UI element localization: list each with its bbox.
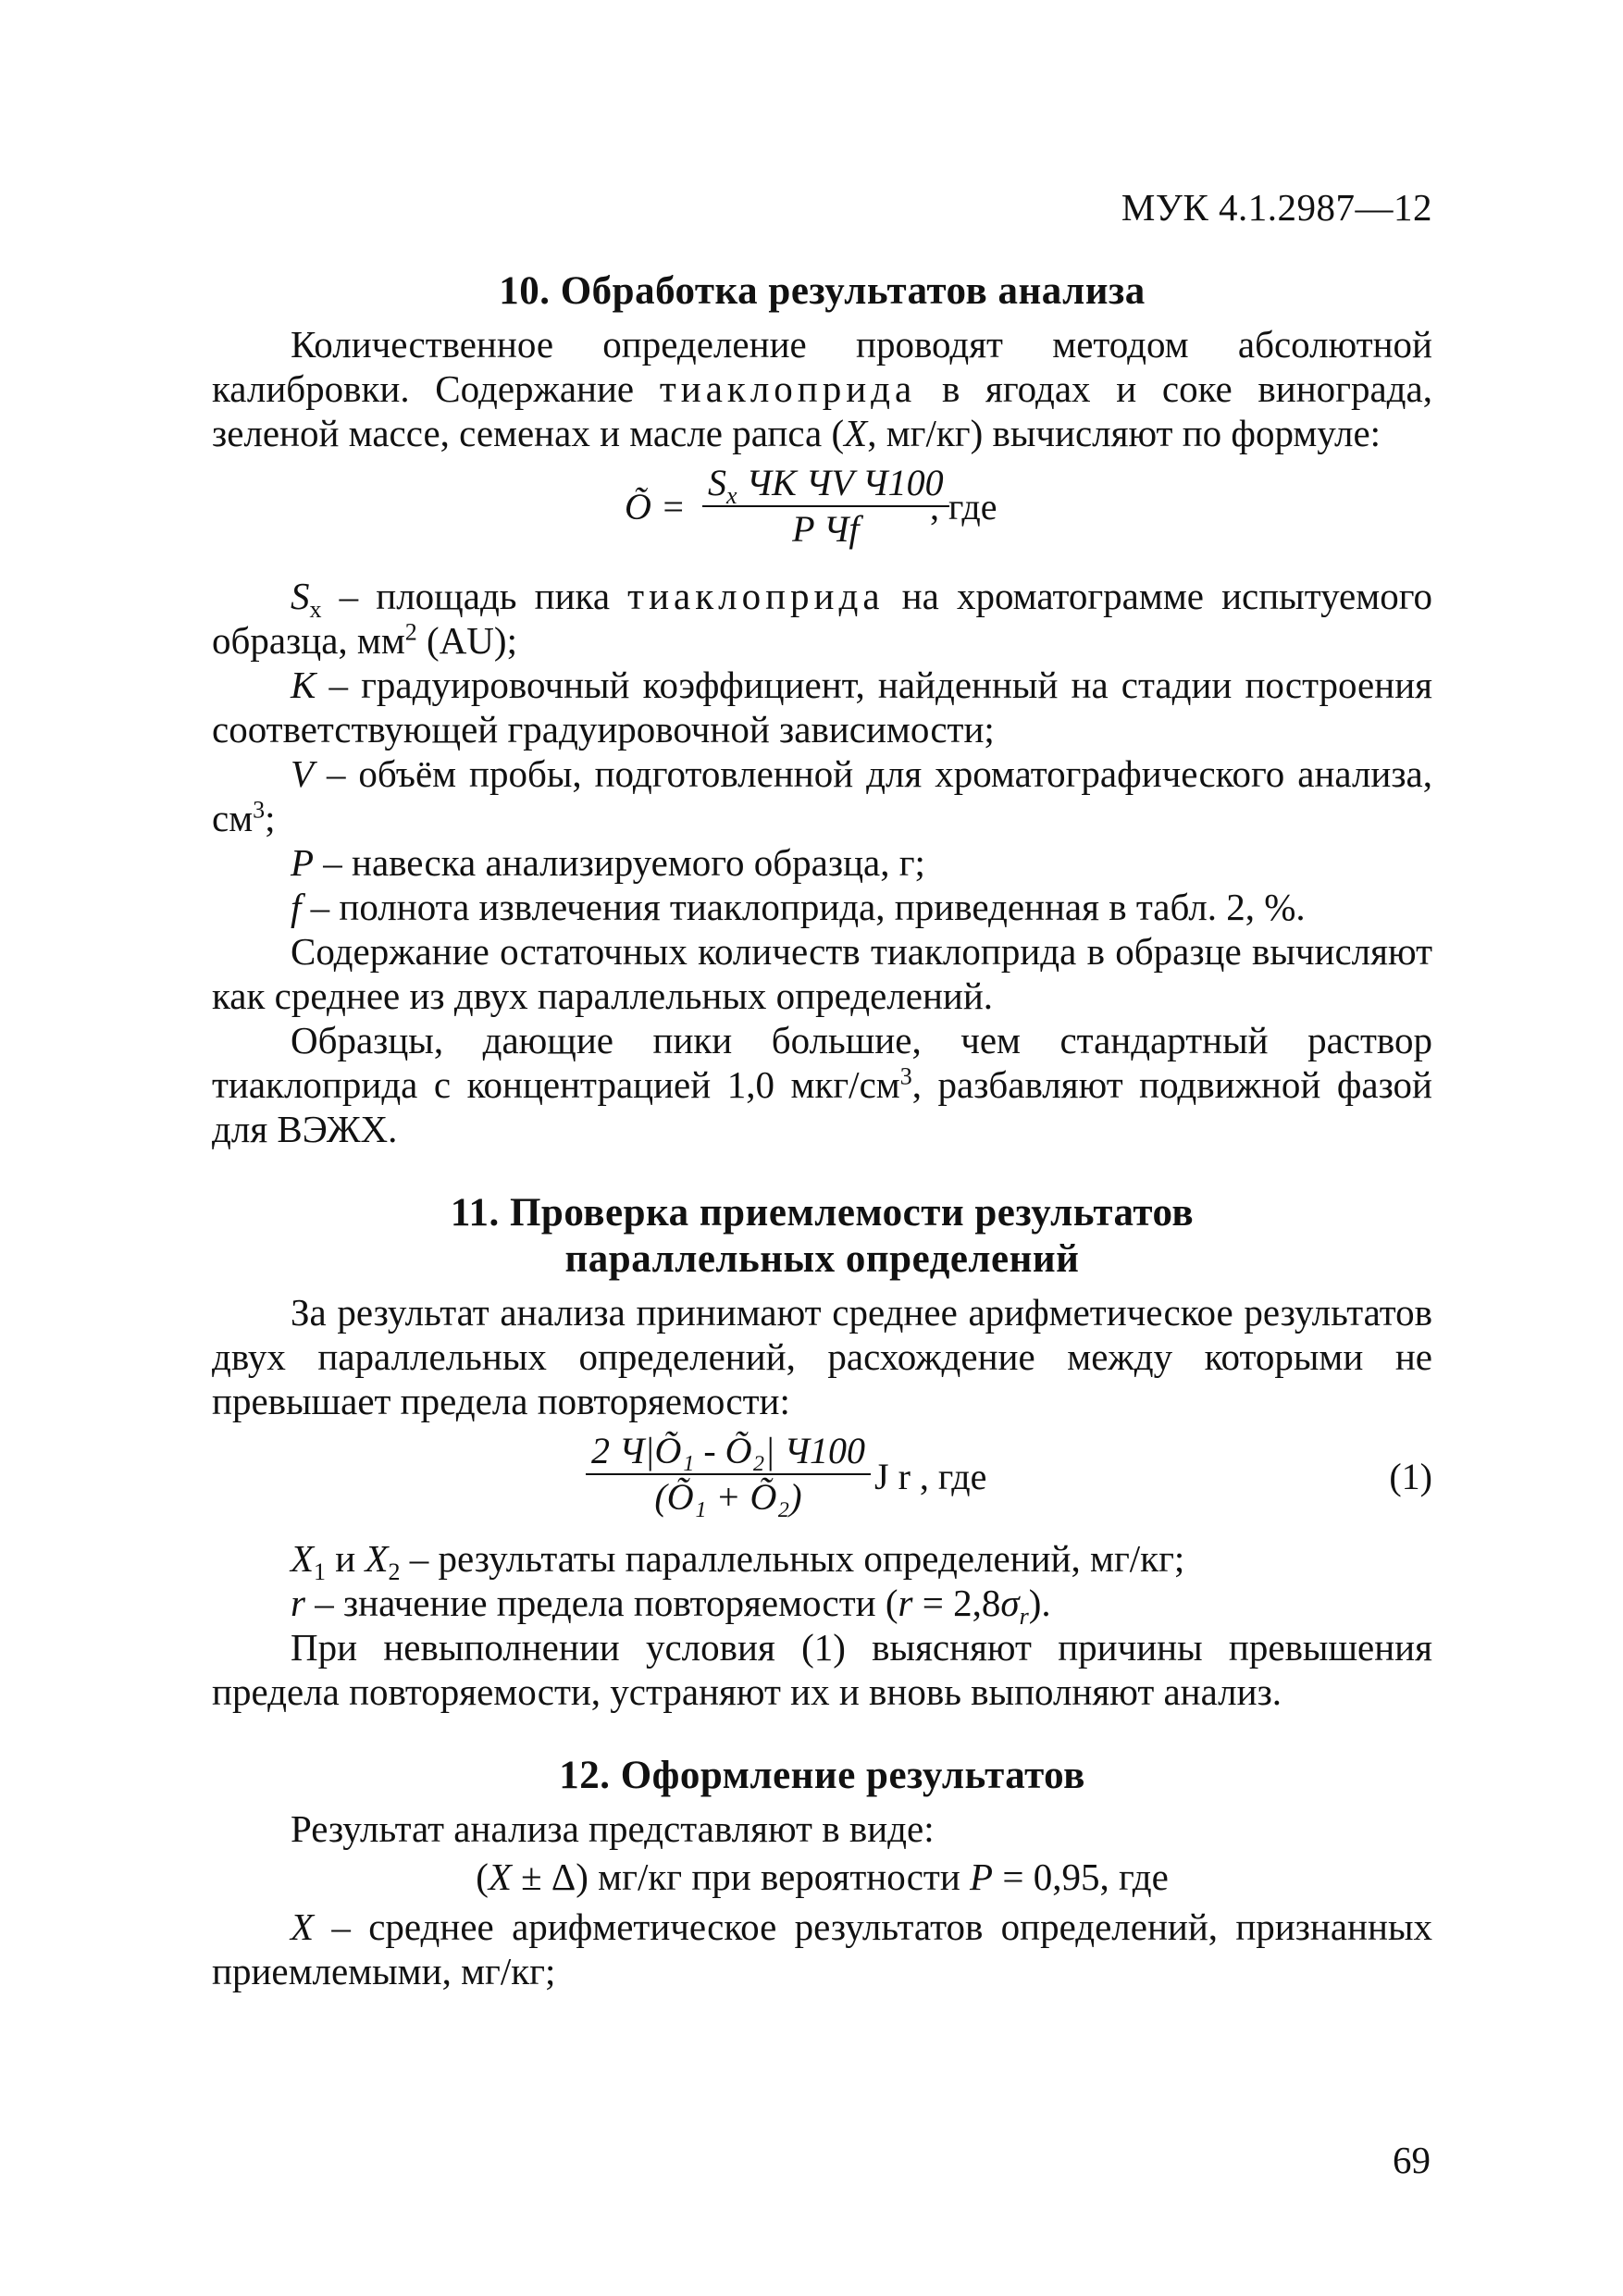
- repeatability-formula: [212, 1431, 1432, 1527]
- text-fragment: , мг/кг) вычисляют по формуле:: [867, 412, 1381, 454]
- repeatability-relation: J r , где: [874, 1456, 987, 1497]
- dilution-paragraph: Образцы, дающие пики большие, чем стандартный раствор тиаклоприда с концентрацией 1,0 мкг/$см^3$, разбавляют подвижной фазой для ВЭЖХ.: [212, 1019, 1432, 1150]
- definition-v: V – объём пробы, подготовленной для хроматографического анализа, $см^3$;: [212, 752, 1432, 839]
- definition-x-mean: X – среднее арифметическое результатов определений, признанных приемлемыми, мг/кг;: [212, 1905, 1432, 1992]
- fail-condition-paragraph: При невыполнении условия (1) выясняют причины превышения предела повторяемости, устраняют их и вновь выполняют анализ.: [212, 1626, 1432, 1713]
- formula-number: (1): [1389, 1456, 1432, 1497]
- definition-k: K – градуировочный коэффициент, найденный на стадии построения соответствующей градуировочной зависимости;: [212, 664, 1432, 751]
- page-number: 69: [1393, 2139, 1431, 2181]
- text-fragment: в ягодах и соке винограда, зеленой массе, семенах и масле рапса (: [212, 367, 1432, 454]
- concentration-formula: [212, 463, 1432, 552]
- spaced-term: тиаклоприда: [659, 367, 917, 410]
- section-11-title-line-2: параллельных определений: [564, 1237, 1080, 1281]
- section-10-intro-paragraph: [212, 322, 1432, 455]
- page-content: [212, 268, 1432, 1993]
- definition-p: P – навеска анализируемого образца, г;: [291, 841, 925, 884]
- section-11-title: [212, 1190, 1432, 1283]
- section-12-title: 12. Оформление результатов: [559, 1754, 1085, 1797]
- definition-x1-x2: $X_1$ и $X_2$ – результаты параллельных определений, мг/кг;: [291, 1537, 1185, 1586]
- section-11-title-line-1: 11. Проверка приемлемости результатов: [450, 1191, 1195, 1235]
- formula-fraction: [702, 463, 949, 550]
- repeatability-numerator: 2 Ч|Õ₁ - Õ₂| Ч100: [586, 1431, 871, 1475]
- definition-f: f – полнота извлечения тиаклоприда, приведенная в табл. 2, %.: [291, 886, 1306, 928]
- formula-suffix: , где: [930, 486, 997, 527]
- text-fragment: Количественное определение проводят методом абсолютной калибровки. Содержание: [212, 323, 1432, 410]
- variable-x: X: [844, 412, 868, 454]
- definition-r: r – значение предела повторяемости $(r = 2,8\sigma_r)$.: [291, 1582, 1051, 1631]
- repeatability-fraction: [586, 1431, 871, 1518]
- section-11-intro-paragraph: За результат анализа принимают среднее арифметическое результатов двух параллельных определений, расхождение между которыми не превышает предела повторяемости:: [212, 1291, 1432, 1422]
- section-10-title: 10. Обработка результатов анализа: [499, 269, 1146, 313]
- result-form-line: (X ± Δ) мг/кг при вероятности P = 0,95, где: [476, 1855, 1169, 1898]
- content-paragraph: Содержание остаточных количеств тиаклоприда в образце вычисляют как среднее из двух параллельных определений.: [212, 930, 1432, 1017]
- formula-numerator: $S_x$ ЧK ЧV Ч100: [702, 463, 949, 507]
- document-code: МУК 4.1.2987—12: [1121, 186, 1432, 229]
- repeatability-denominator: (Õ₁ + Õ₂): [654, 1476, 802, 1518]
- formula-lhs: Õ =: [625, 486, 686, 527]
- section-12-intro-paragraph: Результат анализа представляют в виде:: [291, 1807, 935, 1850]
- formula-denominator: P Чf: [792, 508, 860, 550]
- definition-sx: $S_x$ – площадь пика тиаклоприда на хроматограмме испытуемого образца, $мм^2$ (AU);: [212, 575, 1432, 662]
